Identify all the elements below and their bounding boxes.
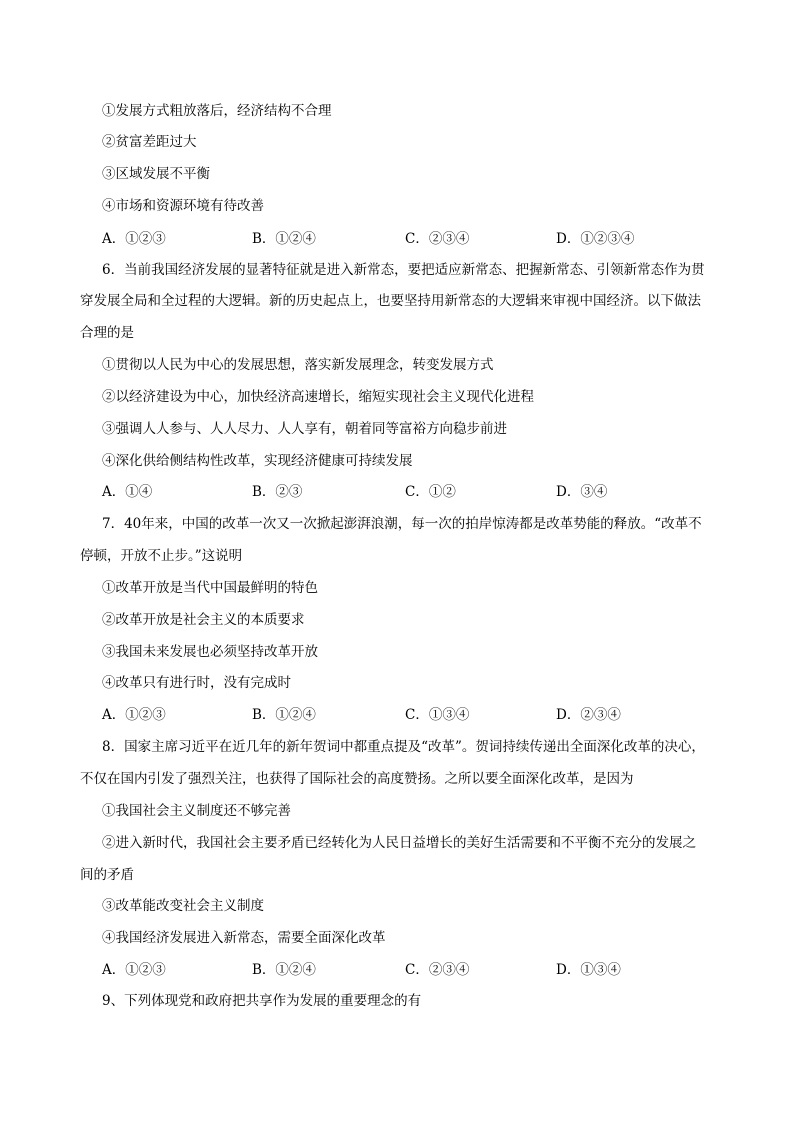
q6-option-3: ③强调人人参与、人人尽力、人人享有，朝着同等富裕方向稳步前进 xyxy=(102,421,507,437)
choice-d: D．①②③④ xyxy=(556,231,635,247)
q6-stem-line-2: 穿发展全局和全过程的大逻辑。新的历史起点上，也要坚持用新常态的大逻辑来审视中国经济。以下做法 xyxy=(80,293,701,309)
choice-a: A．①②③ xyxy=(102,962,166,978)
choice-c: C．②③④ xyxy=(405,962,470,978)
choice-c: C．①② xyxy=(405,484,456,500)
q8-stem-line-2: 不仅在国内引发了强烈关注，也获得了国际社会的高度赞扬。之所以要全面深化改革，是因为 xyxy=(80,771,634,787)
q6-option-2: ②以经济建设为中心，加快经济高速增长，缩短实现社会主义现代化进程 xyxy=(102,389,534,405)
q6-stem-line-1: 6．当前我国经济发展的显著特征就是进入新常态，要把适应新常态、把握新常态、引领新常态作为贯 xyxy=(102,262,705,278)
q8-stem-line-1: 8．国家主席习近平在近几年的新年贺词中都重点提及“改革”。贺词持续传递出全面深化改革的决心， xyxy=(102,739,705,755)
choice-d: D．①③④ xyxy=(556,962,621,978)
q8-option-3: ③改革能改变社会主义制度 xyxy=(102,898,264,914)
q7-choices xyxy=(102,705,702,725)
q8-option-2: ②进入新时代，我国社会主要矛盾已经转化为人民日益增长的美好生活需要和不平衡不充分的发展之 xyxy=(102,835,696,851)
q6-option-4: ④深化供给侧结构性改革，实现经济健康可持续发展 xyxy=(102,453,413,469)
intro-option-1: ①发展方式粗放落后，经济结构不合理 xyxy=(102,103,332,119)
q7-option-4: ④改革只有进行时，没有完成时 xyxy=(102,675,291,691)
choice-b: B．①②④ xyxy=(252,707,316,723)
q7-option-2: ②改革开放是社会主义的本质要求 xyxy=(102,612,305,628)
q8-option-1: ①我国社会主义制度还不够完善 xyxy=(102,803,291,819)
intro-option-3: ③区域发展不平衡 xyxy=(102,166,210,182)
q8-option-2-continued: 间的矛盾 xyxy=(80,867,134,883)
q9-stem-line-1: 9、下列体现党和政府把共享作为发展的重要理念的有 xyxy=(102,993,422,1009)
intro-option-4: ④市场和资源环境有待改善 xyxy=(102,198,264,214)
choice-d: D．②③④ xyxy=(556,707,621,723)
q8-choices xyxy=(102,960,702,980)
q6-choices xyxy=(102,482,702,502)
choice-a: A．①②③ xyxy=(102,231,166,247)
choice-a: A．①④ xyxy=(102,484,153,500)
q7-option-1: ①改革开放是当代中国最鲜明的特色 xyxy=(102,580,318,596)
choice-a: A．①②③ xyxy=(102,707,166,723)
choice-c: C．②③④ xyxy=(405,231,470,247)
choice-c: C．①③④ xyxy=(405,707,470,723)
q7-option-3: ③我国未来发展也必须坚持改革开放 xyxy=(102,644,318,660)
q6-option-1: ①贯彻以人民为中心的发展思想，落实新发展理念，转变发展方式 xyxy=(102,357,494,373)
choice-b: B．②③ xyxy=(252,484,303,500)
choice-b: B．①②④ xyxy=(252,231,316,247)
choice-d: D．③④ xyxy=(556,484,608,500)
intro-option-2: ②贫富差距过大 xyxy=(102,134,197,150)
choice-b: B．①②④ xyxy=(252,962,316,978)
q7-stem-line-2: 停顿，开放不止步。”这说明 xyxy=(80,548,243,564)
intro-choices xyxy=(102,229,702,249)
q6-stem-line-3: 合理的是 xyxy=(80,325,134,341)
q8-option-4: ④我国经济发展进入新常态，需要全面深化改革 xyxy=(102,930,386,946)
q7-stem-line-1: 7．40年来，中国的改革一次又一次掀起澎湃浪潮，每一次的拍岸惊涛都是改革势能的释放。“改革不 xyxy=(102,516,702,532)
